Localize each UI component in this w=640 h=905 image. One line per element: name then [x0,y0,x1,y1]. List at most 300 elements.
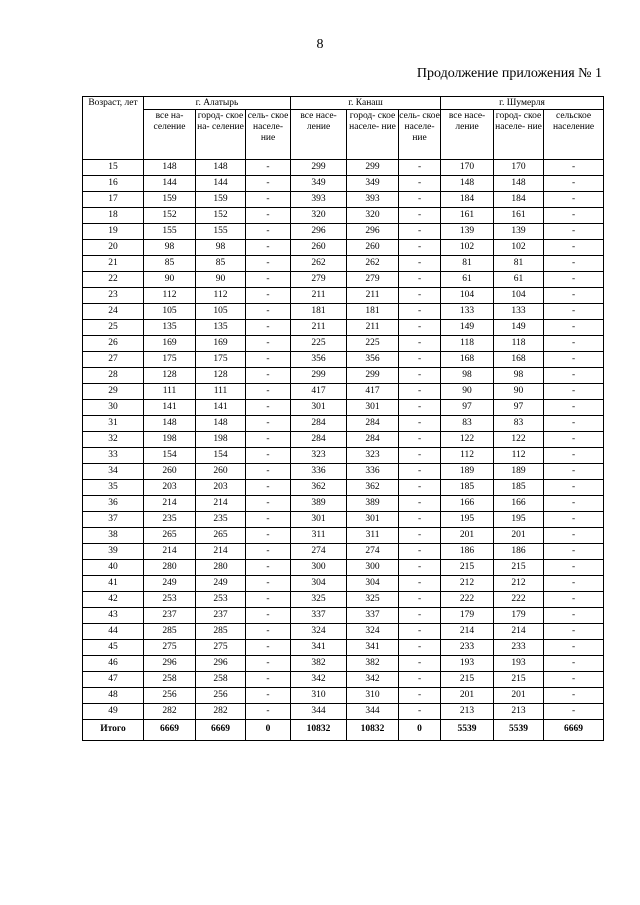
value-cell: - [544,528,604,544]
value-cell: - [544,432,604,448]
value-cell: 128 [196,368,246,384]
value-cell: 159 [196,192,246,208]
value-cell: - [246,704,291,720]
value-cell: - [544,400,604,416]
table-row [83,240,604,256]
value-cell: 324 [347,624,399,640]
value-cell: 323 [347,448,399,464]
total-value: 0 [399,720,441,741]
value-cell: 170 [494,160,544,176]
age-cell: 46 [83,656,144,672]
value-cell: - [399,544,441,560]
total-value: 10832 [291,720,347,741]
value-cell: - [544,576,604,592]
table-row [83,368,604,384]
column-subheader: город- ское населе- ние [494,110,544,160]
value-cell: 211 [291,288,347,304]
value-cell: 181 [291,304,347,320]
value-cell: 111 [196,384,246,400]
value-cell: 233 [441,640,494,656]
value-cell: 112 [441,448,494,464]
value-cell: 211 [347,288,399,304]
total-value: 10832 [347,720,399,741]
table-row [83,160,604,176]
value-cell: 161 [441,208,494,224]
value-cell: 214 [494,624,544,640]
table-row [83,176,604,192]
value-cell: - [246,352,291,368]
age-cell: 31 [83,416,144,432]
value-cell: 213 [494,704,544,720]
value-cell: - [246,320,291,336]
value-cell: 112 [144,288,196,304]
value-cell: 310 [291,688,347,704]
value-cell: 168 [494,352,544,368]
value-cell: 102 [441,240,494,256]
table-row [83,352,604,368]
value-cell: 258 [144,672,196,688]
value-cell: 105 [196,304,246,320]
value-cell: - [246,384,291,400]
value-cell: 341 [347,640,399,656]
value-cell: 133 [441,304,494,320]
value-cell: - [544,240,604,256]
age-header: Возраст, лет [83,97,144,160]
value-cell: 170 [441,160,494,176]
value-cell: 201 [494,528,544,544]
value-cell: - [246,256,291,272]
age-cell: 47 [83,672,144,688]
value-cell: 285 [144,624,196,640]
value-cell: 85 [144,256,196,272]
age-cell: 42 [83,592,144,608]
column-subheader: все на- селение [144,110,196,160]
value-cell: 213 [441,704,494,720]
value-cell: 85 [196,256,246,272]
value-cell: 279 [291,272,347,288]
city-header: г. Шумерля [441,97,604,110]
value-cell: - [399,288,441,304]
value-cell: 148 [196,416,246,432]
page-number: 8 [316,37,324,52]
table-row [83,224,604,240]
age-cell: 33 [83,448,144,464]
value-cell: 166 [494,496,544,512]
column-subheader: сель- ское населе- ние [246,110,291,160]
value-cell: - [246,624,291,640]
table-row [83,336,604,352]
value-cell: 344 [347,704,399,720]
value-cell: 133 [494,304,544,320]
value-cell: 215 [441,672,494,688]
value-cell: 154 [144,448,196,464]
value-cell: - [544,160,604,176]
table-row [83,608,604,624]
city-header: г. Канаш [291,97,441,110]
value-cell: - [544,640,604,656]
table-row [83,576,604,592]
value-cell: - [544,544,604,560]
value-cell: - [246,160,291,176]
value-cell: 186 [494,544,544,560]
value-cell: - [399,704,441,720]
value-cell: - [544,416,604,432]
value-cell: - [399,176,441,192]
table-row [83,592,604,608]
value-cell: 61 [441,272,494,288]
value-cell: 159 [144,192,196,208]
age-cell: 40 [83,560,144,576]
value-cell: 214 [144,496,196,512]
value-cell: 90 [494,384,544,400]
value-cell: - [246,304,291,320]
value-cell: 235 [144,512,196,528]
value-cell: 104 [494,288,544,304]
table-row [83,528,604,544]
value-cell: 301 [291,400,347,416]
value-cell: 301 [291,512,347,528]
value-cell: 212 [494,576,544,592]
value-cell: - [399,384,441,400]
value-cell: - [544,512,604,528]
value-cell: - [246,480,291,496]
value-cell: 148 [494,176,544,192]
age-cell: 37 [83,512,144,528]
value-cell: - [544,304,604,320]
value-cell: - [399,240,441,256]
value-cell: 249 [144,576,196,592]
age-cell: 38 [83,528,144,544]
value-cell: 237 [196,608,246,624]
column-subheader: все насе- ление [441,110,494,160]
value-cell: 215 [494,560,544,576]
value-cell: 184 [494,192,544,208]
value-cell: 111 [144,384,196,400]
age-cell: 48 [83,688,144,704]
value-cell: 214 [196,496,246,512]
value-cell: - [399,656,441,672]
value-cell: - [544,320,604,336]
value-cell: 301 [347,512,399,528]
table-body [83,160,604,741]
value-cell: 141 [144,400,196,416]
column-subheader: все насе- ление [291,110,347,160]
value-cell: 336 [347,464,399,480]
value-cell: 280 [144,560,196,576]
value-cell: 198 [196,432,246,448]
total-value: 5539 [494,720,544,741]
table-row [83,512,604,528]
value-cell: - [246,640,291,656]
value-cell: 128 [144,368,196,384]
value-cell: 144 [144,176,196,192]
value-cell: - [399,336,441,352]
value-cell: 256 [144,688,196,704]
value-cell: 260 [196,464,246,480]
table-row [83,544,604,560]
value-cell: 81 [441,256,494,272]
value-cell: - [399,256,441,272]
value-cell: 98 [144,240,196,256]
value-cell: 323 [291,448,347,464]
value-cell: - [399,640,441,656]
value-cell: - [246,240,291,256]
value-cell: 201 [494,688,544,704]
value-cell: 169 [196,336,246,352]
value-cell: - [544,624,604,640]
value-cell: 274 [291,544,347,560]
value-cell: 184 [441,192,494,208]
value-cell: - [399,160,441,176]
age-cell: 28 [83,368,144,384]
value-cell: - [544,496,604,512]
value-cell: 90 [196,272,246,288]
value-cell: - [246,496,291,512]
table-row [83,448,604,464]
value-cell: 320 [291,208,347,224]
value-cell: 189 [494,464,544,480]
table-row [83,704,604,720]
value-cell: 225 [291,336,347,352]
value-cell: - [399,208,441,224]
value-cell: 149 [494,320,544,336]
value-cell: 320 [347,208,399,224]
value-cell: 104 [441,288,494,304]
value-cell: 274 [347,544,399,560]
value-cell: 362 [291,480,347,496]
value-cell: - [544,464,604,480]
value-cell: 161 [494,208,544,224]
value-cell: - [544,592,604,608]
value-cell: 185 [494,480,544,496]
value-cell: - [399,672,441,688]
value-cell: - [399,304,441,320]
value-cell: 98 [196,240,246,256]
value-cell: 260 [347,240,399,256]
value-cell: 382 [347,656,399,672]
value-cell: - [544,608,604,624]
value-cell: 148 [196,160,246,176]
value-cell: 139 [494,224,544,240]
value-cell: - [544,480,604,496]
age-cell: 34 [83,464,144,480]
value-cell: 97 [494,400,544,416]
table-row [83,272,604,288]
value-cell: - [246,608,291,624]
value-cell: 195 [494,512,544,528]
value-cell: - [399,560,441,576]
value-cell: 195 [441,512,494,528]
value-cell: 296 [196,656,246,672]
value-cell: 214 [196,544,246,560]
value-cell: 356 [347,352,399,368]
value-cell: 301 [347,400,399,416]
value-cell: 214 [441,624,494,640]
value-cell: 166 [441,496,494,512]
value-cell: 175 [196,352,246,368]
table-row [83,656,604,672]
value-cell: 310 [347,688,399,704]
value-cell: 249 [196,576,246,592]
value-cell: 152 [144,208,196,224]
value-cell: 90 [441,384,494,400]
value-cell: - [246,528,291,544]
value-cell: - [544,672,604,688]
value-cell: 141 [196,400,246,416]
value-cell: 155 [144,224,196,240]
value-cell: - [246,368,291,384]
value-cell: - [399,352,441,368]
value-cell: - [544,448,604,464]
value-cell: 215 [441,560,494,576]
age-cell: 18 [83,208,144,224]
value-cell: 342 [347,672,399,688]
age-cell: 25 [83,320,144,336]
value-cell: 253 [144,592,196,608]
age-cell: 30 [83,400,144,416]
total-label: Итого [83,720,144,741]
value-cell: - [399,480,441,496]
value-cell: - [544,256,604,272]
value-cell: - [544,208,604,224]
age-cell: 15 [83,160,144,176]
table-row [83,480,604,496]
age-cell: 20 [83,240,144,256]
value-cell: 214 [144,544,196,560]
value-cell: 185 [441,480,494,496]
value-cell: 337 [347,608,399,624]
value-cell: 122 [494,432,544,448]
value-cell: 325 [347,592,399,608]
value-cell: 203 [196,480,246,496]
value-cell: 112 [196,288,246,304]
population-table [82,96,604,741]
value-cell: 262 [291,256,347,272]
value-cell: 175 [144,352,196,368]
value-cell: 296 [347,224,399,240]
value-cell: 135 [144,320,196,336]
value-cell: 61 [494,272,544,288]
value-cell: - [246,176,291,192]
value-cell: 186 [441,544,494,560]
table-row [83,496,604,512]
age-cell: 24 [83,304,144,320]
value-cell: 222 [494,592,544,608]
value-cell: 265 [196,528,246,544]
table-row [83,416,604,432]
value-cell: 179 [441,608,494,624]
value-cell: - [544,368,604,384]
value-cell: - [399,608,441,624]
age-cell: 26 [83,336,144,352]
value-cell: 304 [347,576,399,592]
value-cell: 349 [347,176,399,192]
age-cell: 32 [83,432,144,448]
table-row [83,672,604,688]
value-cell: 279 [347,272,399,288]
value-cell: 148 [144,160,196,176]
value-cell: - [399,512,441,528]
value-cell: 222 [441,592,494,608]
table-row [83,304,604,320]
value-cell: 105 [144,304,196,320]
value-cell: 260 [291,240,347,256]
value-cell: 311 [347,528,399,544]
value-cell: 299 [291,368,347,384]
value-cell: - [544,384,604,400]
value-cell: 155 [196,224,246,240]
value-cell: - [246,512,291,528]
age-cell: 22 [83,272,144,288]
value-cell: 118 [494,336,544,352]
value-cell: 198 [144,432,196,448]
value-cell: 341 [291,640,347,656]
value-cell: - [399,432,441,448]
value-cell: - [246,560,291,576]
value-cell: 393 [291,192,347,208]
value-cell: 311 [291,528,347,544]
table-row [83,560,604,576]
value-cell: 389 [291,496,347,512]
column-subheader: сельское население [544,110,604,160]
table-row [83,320,604,336]
table-row [83,208,604,224]
header-row-subcolumns [83,110,604,160]
table-row [83,640,604,656]
age-cell: 35 [83,480,144,496]
column-subheader: город- ское населе- ние [347,110,399,160]
column-subheader: город- ское на- селение [196,110,246,160]
total-value: 0 [246,720,291,741]
table-row [83,464,604,480]
value-cell: - [246,208,291,224]
value-cell: 304 [291,576,347,592]
value-cell: 324 [291,624,347,640]
value-cell: - [399,368,441,384]
value-cell: 256 [196,688,246,704]
total-value: 5539 [441,720,494,741]
value-cell: 81 [494,256,544,272]
value-cell: 337 [291,608,347,624]
value-cell: - [399,688,441,704]
value-cell: 149 [441,320,494,336]
value-cell: - [399,624,441,640]
value-cell: 258 [196,672,246,688]
value-cell: 296 [291,224,347,240]
table-row [83,384,604,400]
value-cell: 83 [494,416,544,432]
age-cell: 36 [83,496,144,512]
total-value: 6669 [196,720,246,741]
continuation-title: Продолжение приложения № 1 [416,66,602,81]
table-row [83,288,604,304]
value-cell: - [246,688,291,704]
value-cell: - [544,656,604,672]
value-cell: - [246,464,291,480]
value-cell: - [399,576,441,592]
value-cell: 193 [441,656,494,672]
value-cell: 253 [196,592,246,608]
value-cell: 282 [144,704,196,720]
table-row [83,192,604,208]
value-cell: 193 [494,656,544,672]
value-cell: - [246,336,291,352]
value-cell: 275 [144,640,196,656]
value-cell: 97 [441,400,494,416]
value-cell: 417 [291,384,347,400]
value-cell: - [399,320,441,336]
value-cell: - [246,416,291,432]
